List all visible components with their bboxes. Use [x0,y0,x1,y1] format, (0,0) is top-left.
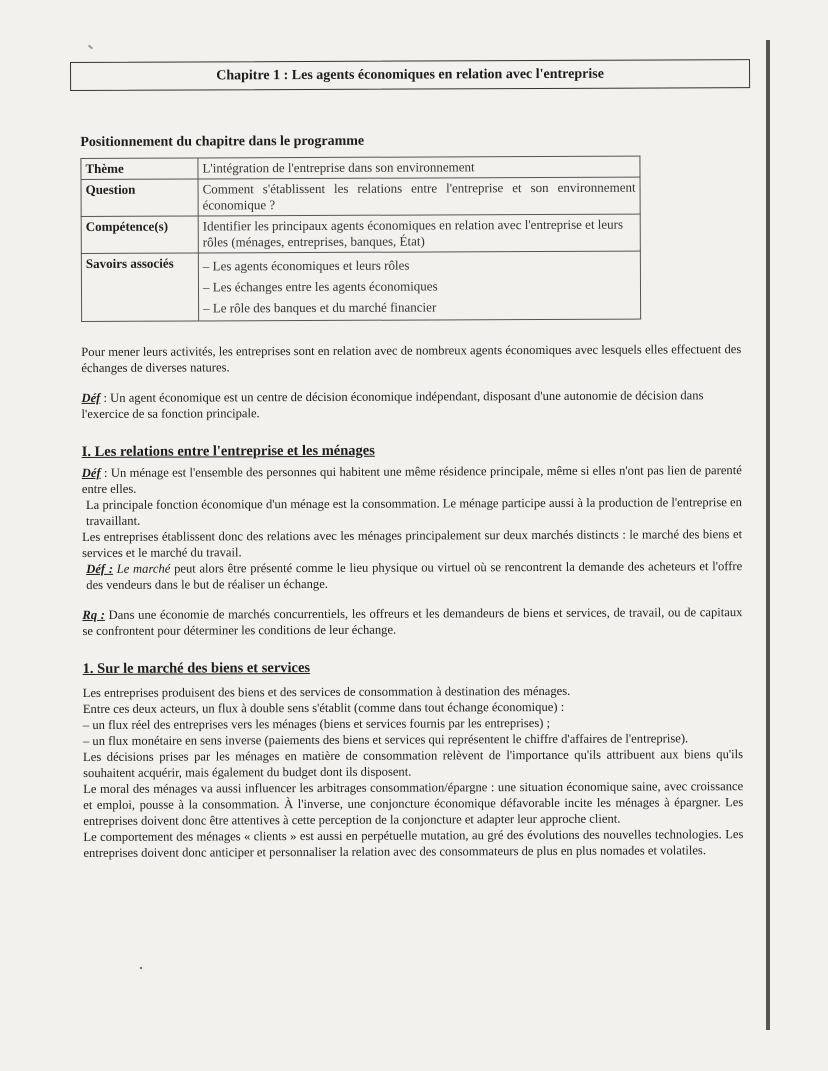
program-table [80,156,641,322]
def-marche-paragraph [82,558,742,593]
page-edge-shadow [766,40,770,1030]
subsection-heading: 1. Sur le marché des biens et services [82,660,311,677]
rq-label: Rq : [82,607,105,622]
paper-speck [88,45,93,50]
savoirs-item: – Les échanges entre les agents économiques [202,278,438,295]
question-label: Question [81,179,198,217]
paragraph: Entre ces deux acteurs, un flux à double sens s'établit (comme dans tout échange économique) : [82,699,565,716]
section-heading: I. Les relations entre l'entreprise et les ménages [81,442,375,460]
paragraph: Les décisions prises par les ménages en matière de consommation relèvent de l'importance qu'ils attribuent aux biens qu'ils souhaitent acquérir, mais également du budget dont ils disposent. [83,747,744,780]
marche-term: Le marché [116,561,171,576]
intro-paragraph: Pour mener leurs activités, les entreprises sont en relation avec de nombreux agents économiques avec lesquels elles effectuent des échanges de diverses natures. [81,342,742,375]
theme-label: Thème [81,158,198,180]
paper-dot [140,967,142,969]
document-page [80,59,743,861]
savoirs-item: – Les agents économiques et leurs rôles [202,257,410,274]
positioning-label: Positionnement du chapitre dans le programme [80,133,365,150]
marches-paragraph: Les entreprises établissent donc des relations avec les ménages principalement sur deux marchés distincts : le marché des biens et services et le marché du travail. [82,527,743,560]
paragraph: Les entreprises produisent des biens et des services de consommation à destination des ménages. [82,683,571,700]
savoirs-label: Savoirs associés [81,253,198,322]
consommation-paragraph: La principale fonction économique d'un ménage est la consommation. Le ménage participe aussi à la production de l'entreprise en travaillant. [85,495,742,528]
table-row [81,251,640,321]
savoirs-item: – Le rôle des banques et du marché financier [203,299,437,316]
def-label: Déf [81,465,101,480]
table-row [81,177,640,216]
flux-monetaire-item: – un flux monétaire en sens inverse (paiements des biens et services qui représentent le chiffre d'affaires de l'entreprise). [82,731,689,748]
def-marche-text: peut alors être présenté comme le lieu physique ou virtuel où se rencontrent la demande des acheteurs et l'offre des vendeurs dans le but de réaliser un échange. [86,559,743,592]
competence-value: Identifier les principaux agents économiques en relation avec l'entreprise et leurs rôles (ménages, entreprises, banques, État) [198,214,640,253]
def-label: Déf : [86,561,114,576]
flux-reel-item: – un flux réel des entreprises vers les ménages (biens et services fournis par les entreprises) ; [82,715,551,732]
table-row [81,214,640,253]
savoirs-list [198,251,640,321]
def-label: Déf [81,390,101,405]
rq-text: Dans une économie de marchés concurrentiels, les offreurs et les demandeurs de biens et services, de travail, ou de capitaux se confrontent pour déterminer les conditions de leur échange. [82,605,743,638]
competence-label: Compétence(s) [81,216,198,254]
def-menage-paragraph [82,462,742,497]
remarque-paragraph [82,604,742,639]
chapter-title: Chapitre 1 : Les agents économiques en relation avec l'entreprise [70,59,750,91]
question-value: Comment s'établissent les relations entre l'entreprise et son environnement économique ? [198,177,640,216]
paragraph: Le comportement des ménages « clients » est aussi en perpétuelle mutation, au gré des évolutions des nouvelles technologies. Les entreprises doivent donc anticiper et personnaliser la relation avec des consommateurs de plus en plus nomades et volatiles. [83,827,744,860]
table-row [81,156,640,179]
def-menage-text: : Un ménage est l'ensemble des personnes qui habitent une même résidence principale, même si elles n'ont pas lien de parenté entre elles. [81,463,742,496]
def-agent-text: : Un agent économique est un centre de décision économique indépendant, disposant d'une autonomie de décision dans l'exercice de sa fonction principale. [81,388,704,421]
paragraph: Le moral des ménages va aussi influencer les arbitrages consommation/épargne : une situation économique saine, avec croissance et emploi, pousse à la consommation. À l'inverse, une conjoncture économique défavorable incite les ménages à épargner. Les entreprises doivent donc être attentives à cette perception de la conjoncture et adapter leur approche client. [83,779,744,828]
theme-value: L'intégration de l'entreprise dans son environnement [198,156,640,179]
def-agent-paragraph [81,387,741,422]
